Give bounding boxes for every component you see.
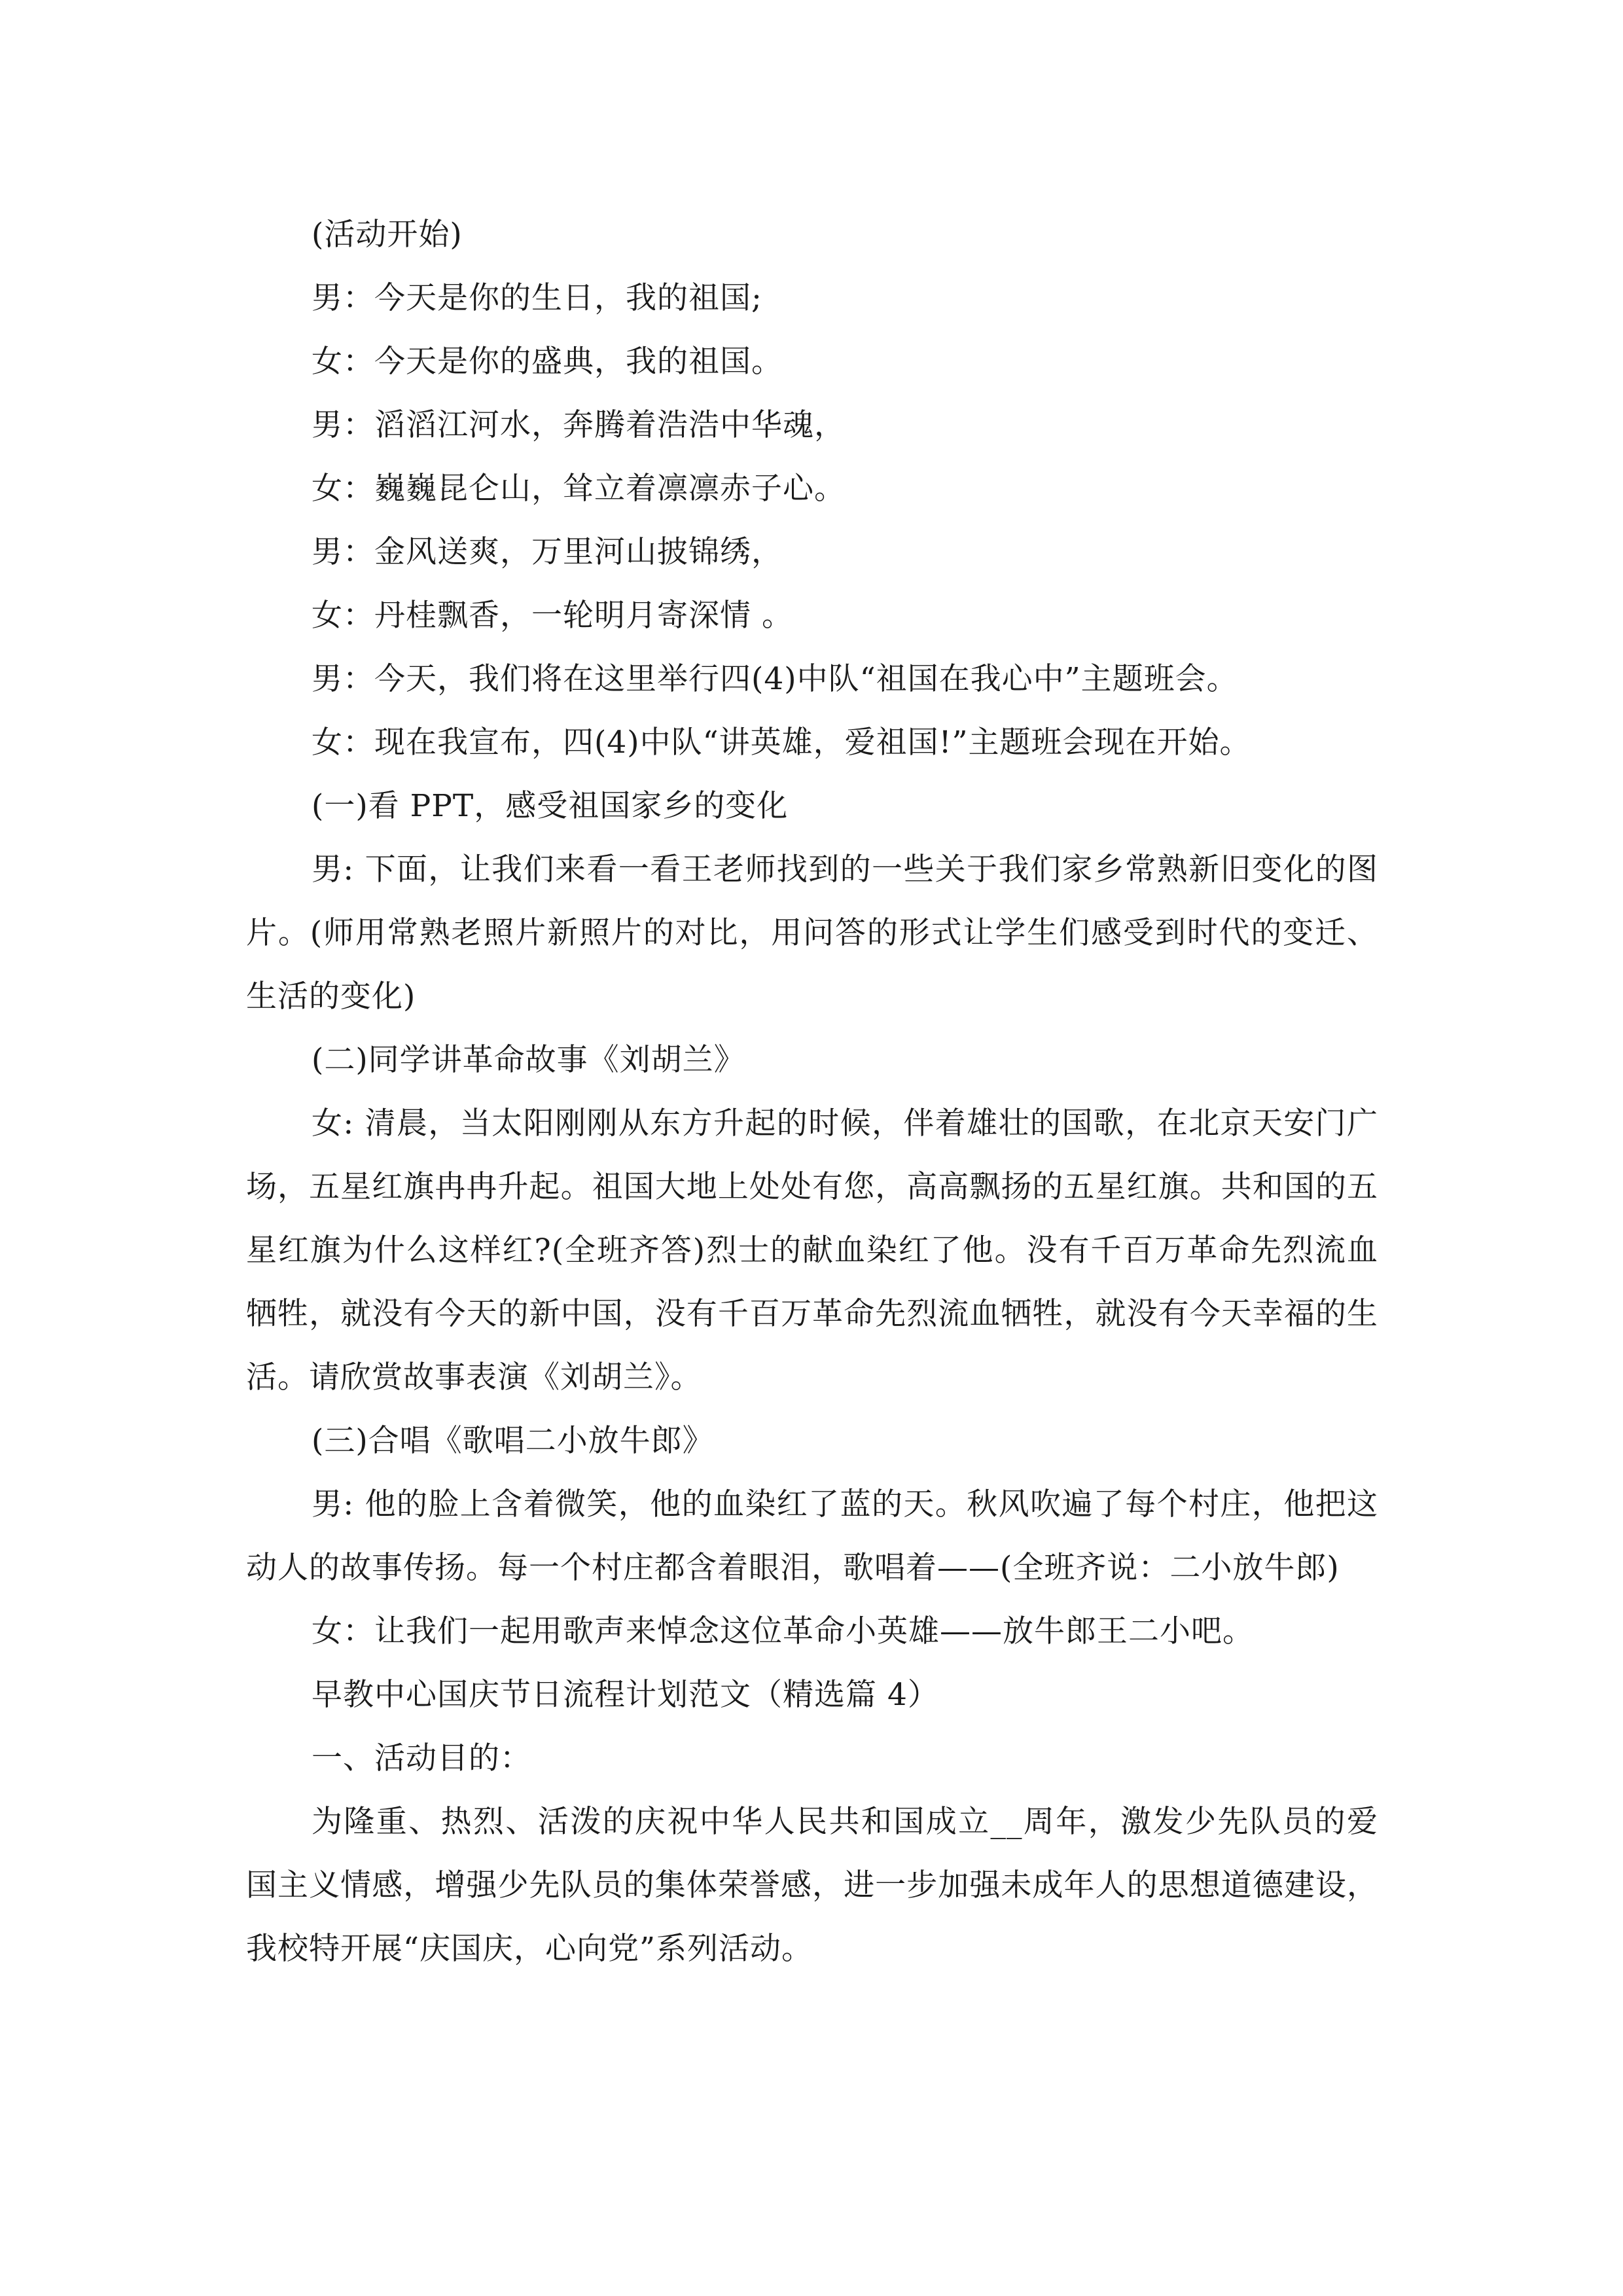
paragraph-story-intro: 女: 清晨，当太阳刚刚从东方升起的时候，伴着雄壮的国歌，在北京天安门广场，五星红旗冉冉升起。祖国大地上处处有您，高高飘扬的五星红旗。共和国的五星红旗为什么这样红?(全班齐答)烈士的献血染红了他。没有千百万革命先烈流血牺牲，就没有今天的新中国，没有千百万革命先烈流血牺牲，就没有今天幸福的生活。请欣赏故事表演《刘胡兰》。 [246,1105,1378,1395]
paragraph-male-line-3: 男：金风送爽，万里河山披锦绣， [312,534,783,570]
paragraph-male-line-4: 男：今天，我们将在这里举行四(4)中队“祖国在我心中”主题班会。 [312,661,1238,697]
section-heading-2: (二)同学讲革命故事《刘胡兰》 [312,1042,745,1078]
paragraph-female-line-2: 女：巍巍昆仑山，耸立着凛凛赤子心。 [312,471,846,507]
section-heading-3: (三)合唱《歌唱二小放牛郎》 [312,1423,714,1459]
document-body [246,203,1378,1981]
paragraph-activity-start: (活动开始) [312,217,463,253]
paragraph-ppt-description: 男: 下面，让我们来看一看王老师找到的一些关于我们家乡常熟新旧变化的图片。(师用常熟老照片新照片的对比，用问答的形式让学生们感受到时代的变迁、生活的变化) [246,852,1378,1014]
paragraph-male-line-2: 男：滔滔江河水，奔腾着浩浩中华魂， [312,407,846,443]
paragraph-female-line-3: 女：丹桂飘香，一轮明月寄深情 。 [312,598,793,634]
paragraph-female-closing: 女：让我们一起用歌声来悼念这位革命小英雄——放牛郎王二小吧。 [312,1613,1254,1649]
paragraph-male-line-1: 男：今天是你的生日，我的祖国; [312,280,762,316]
article-title: 早教中心国庆节日流程计划范文（精选篇 4） [312,1677,939,1713]
paragraph-female-line-1: 女：今天是你的盛典，我的祖国。 [312,344,783,380]
paragraph-purpose: 为隆重、热烈、活泼的庆祝中华人民共和国成立__周年，激发少先队员的爱国主义情感，增强少先队员的集体荣誉感，进一步加强未成年人的思想道德建设，我校特开展“庆国庆，心向党”系列活动。 [246,1804,1378,1967]
section-heading-1: (一)看 PPT，感受祖国家乡的变化 [312,788,789,824]
section-heading-purpose: 一、活动目的： [312,1740,531,1776]
paragraph-song-intro: 男: 他的脸上含着微笑，他的血染红了蓝的天。秋风吹遍了每个村庄，他把这动人的故事传扬。每一个村庄都含着眼泪，歌唱着——(全班齐说：二小放牛郎) [246,1486,1378,1586]
paragraph-female-line-4: 女：现在我宣布，四(4)中队“讲英雄，爱祖国!”主题班会现在开始。 [312,725,1251,761]
